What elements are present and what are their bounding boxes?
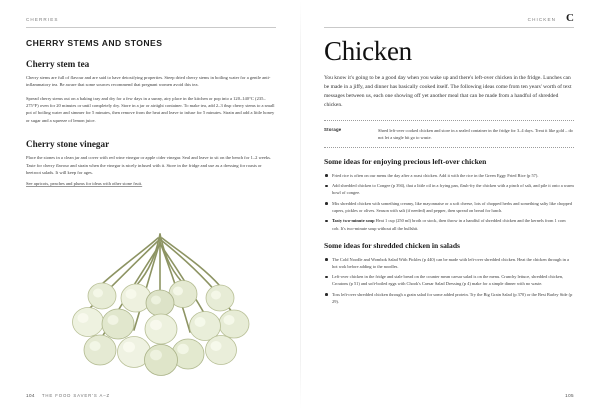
subsection-heading-cherry-stem-tea: Cherry stem tea (26, 59, 90, 69)
list-item (324, 273, 574, 287)
left-running-head (26, 14, 276, 24)
list-item-text: Fried rice is often on our menu the day after a roast chicken. Add it with the rice in the Green Eggy Fried Rice (p 57). (332, 172, 539, 178)
right-running-head (324, 11, 574, 24)
right-folio: 105 (565, 393, 574, 398)
subsection-heading-cherry-stone-vinegar: Cherry stone vinegar (26, 139, 110, 150)
paragraph-stem-tea-2: Spread cherry stems out on a baking tray and dry for a few days in a sunny, airy place in the kitchen or pop into a 120–140°C (235–275°F) oven for 20 minutes or until completely dry. Store in a jar or airtight container. To make tea, add 2–3 tbsp cherry stems to a small pot of boiling water and simmer for 5 minutes, then remove from the heat and leave to infuse for 5 minutes. Strain and add a little honey or sugar and a squeeze of lemon juice. (26, 95, 275, 123)
chapter-intro-paragraph: You know it's going to be a good day when you wake up and there's left-over chicken in the fridge. Lunches can be made in a jiffy, and dinner has basically cooked itself. The following ideas come from ten years' worth of text messages between us, each one showing off yet another meal that can be made from a handful of shredded chicken. (324, 75, 572, 108)
right-running-head-text: CHICKEN (527, 16, 557, 22)
list-item-text: Mix shredded chicken with something creamy, like mayonnaise or a soft cheese, lots of chopped herbs and something salty like chopped capers, pickles or olives. Season with salt (if needed) and pepper, then spread on bread for lunch. (332, 200, 572, 213)
list-heading-chicken-salads: Some ideas for shredded chicken in salads (324, 240, 461, 250)
list-leftover-chicken (324, 172, 574, 232)
storage-divider-bottom (324, 147, 574, 148)
storage-text: Shred left-over cooked chicken and store in a sealed container in the fridge for 3–4 days. Treat it like gold – do not let a single bit go to waste. (378, 127, 573, 140)
storage-divider-top (324, 120, 574, 121)
list-item-text: Add shredded chicken to Congee (p 394), that a little oil in a frying pan, flash-fry the chicken with a pinch of salt, and pile it onto a warm bowl of congee. (332, 183, 574, 196)
list-item-text: Toss left-over shredded chicken through a grain salad for some added protein. Try the Big Grain Salad (p 370) or the Best Barley Side (p 29). (332, 291, 573, 304)
list-item-lead: Tasty two-minute soup (332, 218, 375, 224)
left-footer-title: THE FOOD SAVER'S A–Z (41, 393, 111, 398)
cherries-illustration (10, 226, 300, 396)
list-heading-leftover-chicken: Some ideas for enjoying precious left-over chicken (324, 156, 487, 166)
paragraph-stem-tea-1: Cherry stems are full of flavour and are said to have detoxifying properties. Steep dried cherry stems in boiling water for a gentle anti-inflammatory tea. Be aware that some sources recommend that pregnant women avoid this tea. (26, 75, 271, 88)
right-footer (565, 393, 574, 398)
list-item (324, 256, 574, 270)
list-item-text: Heat 1 cup (250 ml) broth or stock, then throw in a handful of shredded chicken and the kernels from 1 corn cob. It's two-minute soup without all the bullshit. (332, 218, 566, 231)
spacer (26, 130, 276, 139)
list-item (324, 172, 574, 179)
thumb-index-letter: C (566, 11, 574, 24)
list-item (324, 182, 574, 196)
paragraph-stone-vinegar-1: Place the stones in a clean jar and cover with red wine vinegar or apple cider vinegar. Seal and leave to sit on the bench for 1–2 weeks. Taste for cherry flavour and strain when the vinegar is nicely infused with it. Store in the fridge and use as a dressing for roasts or beetroot salads. It will keep for ages. (26, 155, 272, 175)
page-title: CHERRY STEMS AND STONES (26, 38, 163, 48)
list-chicken-salads (324, 256, 574, 305)
left-footer (26, 393, 110, 398)
list-item-text: Left-over chicken in the fridge and stale bread on the counter mean caesar salad is on the menu. Crunchy lettuce, shredded chicken, Croutons (p 51) and soft-boiled eggs with Chook's Caesar Salad Dressing (p 4) make for a simple dinner with no waste. (332, 274, 564, 287)
left-folio: 104 (26, 393, 35, 398)
list-item (324, 200, 574, 214)
cross-reference-text[interactable]: See apricots, peaches and plums for ideas with other stone fruit. (26, 181, 143, 187)
storage-row (324, 127, 574, 141)
chapter-title: Chicken (324, 36, 412, 66)
list-item (324, 217, 574, 231)
list-item (324, 291, 574, 305)
left-running-head-text: CHERRIES (26, 16, 59, 22)
page-gutter (300, 0, 301, 410)
cherries-illustration-svg (10, 226, 300, 396)
storage-label: Storage (324, 127, 342, 133)
right-head-rule (324, 27, 574, 28)
left-head-rule (26, 27, 276, 28)
list-item-text: The Cold Noodle and Wombok Salad With Pickles (p 440) can be made with left-over shredded chicken. Heat the chicken through in a hot wok before adding to the noodles. (332, 256, 569, 269)
right-page (300, 0, 600, 410)
